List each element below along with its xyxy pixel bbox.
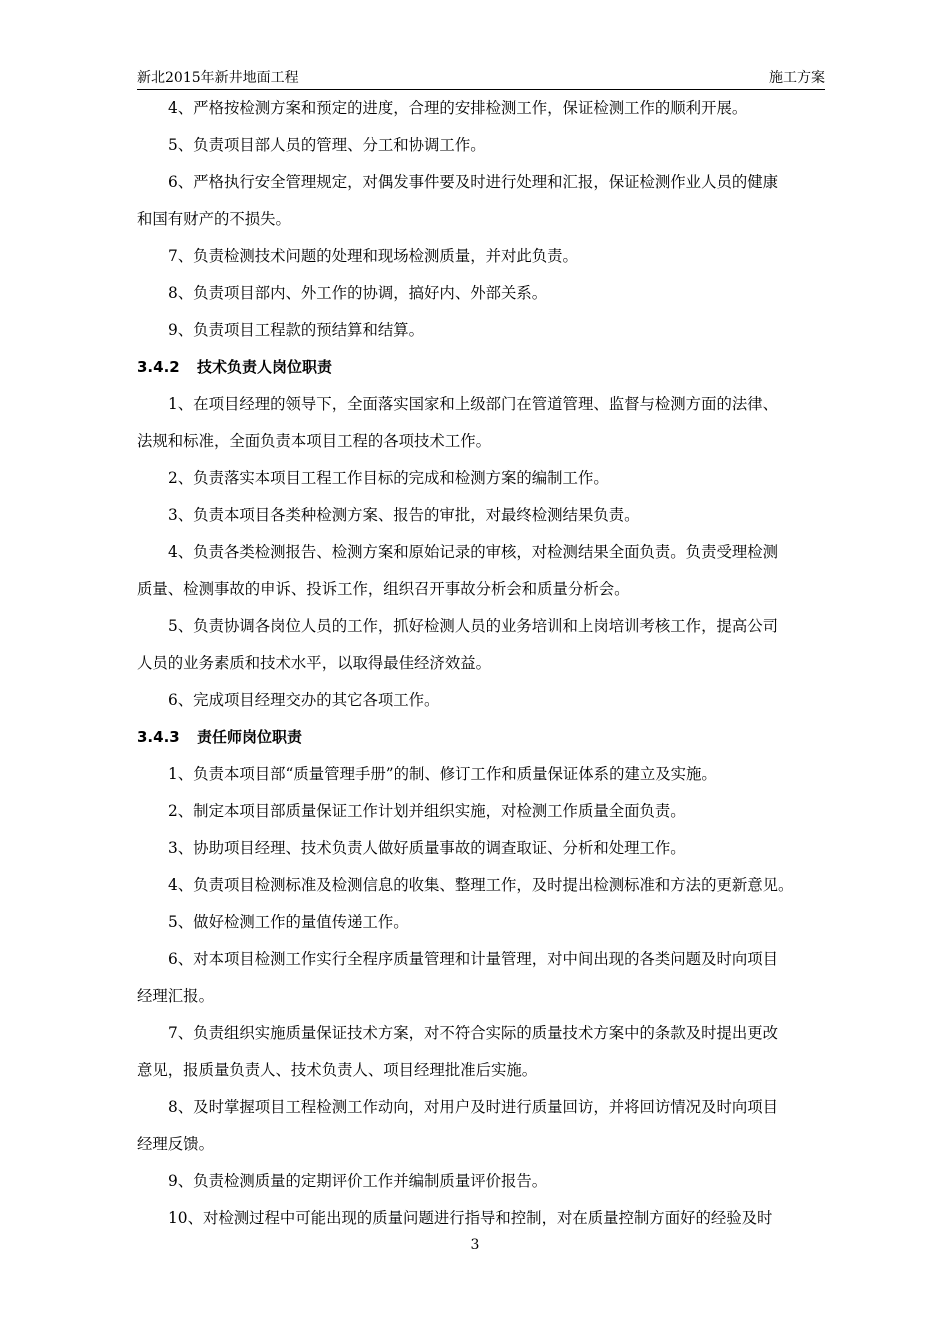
paragraph: 6、完成项目经理交办的其它各项工作。 bbox=[168, 691, 440, 709]
section-title: 责任师岗位职责 bbox=[197, 728, 303, 746]
paragraph: 4、负责各类检测报告、检测方案和原始记录的审核，对检测结果全面负责。负责受理检测 bbox=[168, 543, 779, 561]
paragraph: 1、在项目经理的领导下，全面落实国家和上级部门在管道管理、监督与检测方面的法律、 bbox=[168, 395, 779, 413]
section-heading bbox=[137, 719, 837, 756]
paragraph: 10、对检测过程中可能出现的质量问题进行指导和控制，对在质量控制方面好的经验及时 bbox=[168, 1209, 773, 1227]
paragraph-continuation: 经理汇报。 bbox=[137, 987, 214, 1005]
paragraph: 3、协助项目经理、技术负责人做好质量事故的调查取证、分析和处理工作。 bbox=[168, 839, 686, 857]
paragraph: 6、对本项目检测工作实行全程序质量管理和计量管理，对中间出现的各类问题及时向项目 bbox=[168, 950, 779, 968]
paragraph-continuation: 质量、检测事故的申诉、投诉工作，组织召开事故分析会和质量分析会。 bbox=[137, 580, 630, 598]
paragraph-continuation: 意见，报质量负责人、技术负责人、项目经理批准后实施。 bbox=[137, 1061, 538, 1079]
paragraph: 8、及时掌握项目工程检测工作动向，对用户及时进行质量回访，并将回访情况及时向项目 bbox=[168, 1098, 779, 1116]
paragraph: 3、负责本项目各类种检测方案、报告的审批，对最终检测结果负责。 bbox=[168, 506, 640, 524]
header-project-title: 新北2015年新井地面工程 bbox=[137, 70, 299, 86]
paragraph: 8、负责项目部内、外工作的协调，搞好内、外部关系。 bbox=[168, 284, 548, 302]
section-number: 3.4.2 bbox=[137, 358, 180, 376]
paragraph-continuation: 和国有财产的不损失。 bbox=[137, 210, 291, 228]
section-title: 技术负责人岗位职责 bbox=[197, 358, 333, 376]
paragraph: 9、负责检测质量的定期评价工作并编制质量评价报告。 bbox=[168, 1172, 548, 1190]
section-number: 3.4.3 bbox=[137, 728, 180, 746]
page-number: 3 bbox=[470, 1237, 480, 1253]
paragraph: 4、负责项目检测标准及检测信息的收集、整理工作，及时提出检测标准和方法的更新意见。 bbox=[168, 876, 794, 894]
paragraph: 5、做好检测工作的量值传递工作。 bbox=[168, 913, 409, 931]
paragraph: 1、负责本项目部“质量管理手册”的制、修订工作和质量保证体系的建立及实施。 bbox=[168, 765, 717, 783]
paragraph: 5、负责项目部人员的管理、分工和协调工作。 bbox=[168, 136, 486, 154]
paragraph: 2、制定本项目部质量保证工作计划并组织实施，对检测工作质量全面负责。 bbox=[168, 802, 686, 820]
paragraph: 7、负责组织实施质量保证技术方案，对不符合实际的质量技术方案中的条款及时提出更改 bbox=[168, 1024, 779, 1042]
paragraph: 5、负责协调各岗位人员的工作，抓好检测人员的业务培训和上岗培训考核工作，提高公司 bbox=[168, 617, 779, 635]
page-header bbox=[137, 65, 825, 90]
paragraph: 6、严格执行安全管理规定，对偶发事件要及时进行处理和汇报，保证检测作业人员的健康 bbox=[168, 173, 779, 191]
paragraph: 4、严格按检测方案和预定的进度，合理的安排检测工作，保证检测工作的顺利开展。 bbox=[168, 99, 748, 117]
paragraph: 7、负责检测技术问题的处理和现场检测质量，并对此负责。 bbox=[168, 247, 578, 265]
paragraph-continuation: 人员的业务素质和技术水平，以取得最佳经济效益。 bbox=[137, 654, 491, 672]
paragraph-continuation: 经理反馈。 bbox=[137, 1135, 214, 1153]
header-document-type: 施工方案 bbox=[769, 70, 825, 86]
paragraph-continuation: 法规和标准，全面负责本项目工程的各项技术工作。 bbox=[137, 432, 491, 450]
section-heading bbox=[137, 349, 837, 386]
document-body bbox=[137, 90, 837, 1237]
paragraph: 2、负责落实本项目工程工作目标的完成和检测方案的编制工作。 bbox=[168, 469, 609, 487]
paragraph: 9、负责项目工程款的预结算和结算。 bbox=[168, 321, 425, 339]
